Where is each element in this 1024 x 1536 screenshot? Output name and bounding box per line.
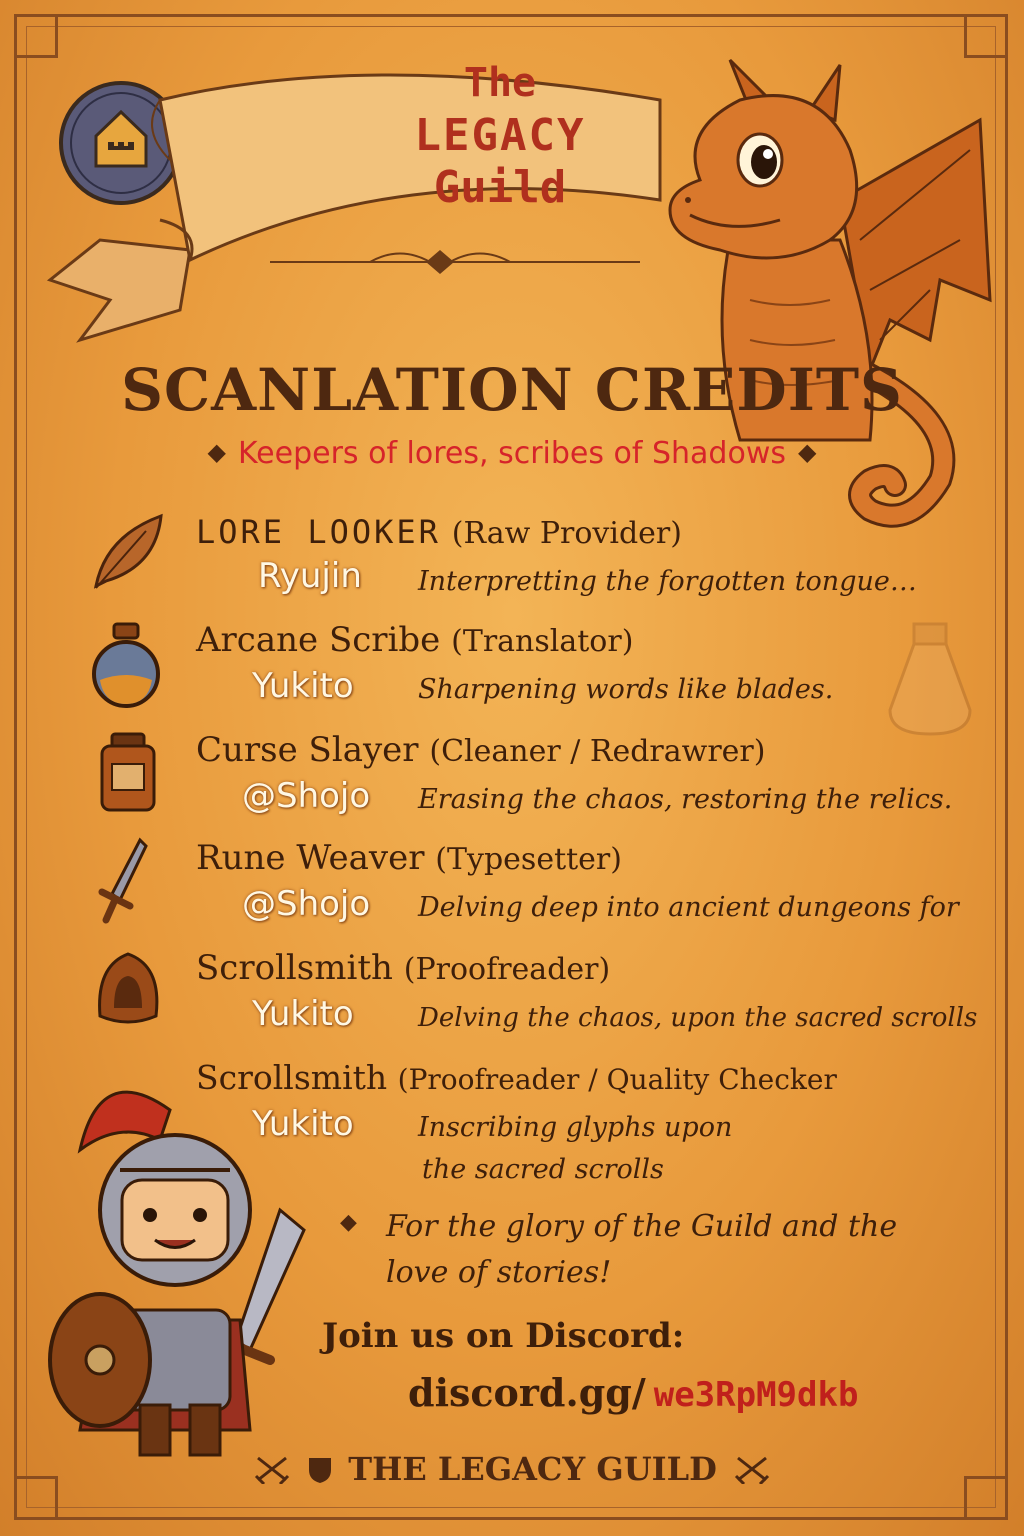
credit-member: Ryujin bbox=[258, 556, 362, 596]
credit-role-type: (Proofreader / Quality Checker bbox=[397, 1063, 837, 1096]
diamond-icon: ◆ bbox=[207, 438, 226, 466]
background-flask-icon bbox=[880, 620, 980, 740]
credit-role-arcane-scribe bbox=[196, 620, 633, 660]
title-banner bbox=[40, 40, 700, 350]
credit-title: Arcane Scribe bbox=[196, 620, 441, 660]
sword-icon bbox=[96, 836, 156, 926]
crossed-swords-icon bbox=[254, 1454, 290, 1484]
logo-line-the: The bbox=[463, 60, 537, 106]
credit-description: Sharpening words like blades. bbox=[418, 674, 834, 705]
credit-title: Curse Slayer bbox=[196, 730, 419, 770]
discord-link-prefix: discord.gg/ bbox=[408, 1370, 646, 1415]
credit-role-type: (Cleaner / Redrawrer) bbox=[429, 734, 766, 769]
page-title: SCANLATION CREDITS bbox=[121, 356, 903, 424]
closing-message bbox=[386, 1204, 897, 1296]
diamond-icon: ◆ bbox=[797, 438, 817, 466]
logo-line-guild: Guild bbox=[433, 162, 567, 213]
credit-role-type: (Proofreader) bbox=[403, 952, 611, 987]
discord-label: Join us on Discord: bbox=[322, 1316, 685, 1356]
discord-invite-code: we3RpM9dkb bbox=[653, 1375, 859, 1415]
credit-role-type: (Typesetter) bbox=[435, 842, 622, 877]
credit-member: @Shojo bbox=[242, 884, 371, 924]
credit-role-lore-looker bbox=[196, 512, 682, 552]
hood-icon bbox=[90, 946, 166, 1030]
credit-role-scrollsmith-qc bbox=[196, 1058, 837, 1097]
credit-role-type: (Raw Provider) bbox=[451, 516, 682, 551]
credit-description: Interpretting the forgotten tongue… bbox=[418, 566, 917, 597]
diamond-icon: ◆ bbox=[340, 1210, 357, 1235]
credit-member: Yukito bbox=[252, 994, 354, 1034]
crossed-swords-icon bbox=[734, 1454, 770, 1484]
credit-title: LORE LOOKER bbox=[196, 513, 441, 551]
feather-icon bbox=[86, 506, 170, 596]
dragon-mascot-icon bbox=[640, 40, 1010, 560]
credit-role-curse-slayer bbox=[196, 730, 765, 770]
credit-description-line: the sacred scrolls bbox=[422, 1154, 664, 1185]
credit-role-type: (Translator) bbox=[451, 624, 634, 659]
subtitle-text: Keepers of lores, scribes of Shadows bbox=[238, 436, 786, 471]
footer bbox=[0, 1450, 1024, 1488]
credit-description-line: Inscribing glyphs upon bbox=[418, 1112, 733, 1143]
logo-line-legacy: LEGACY bbox=[414, 110, 586, 161]
credit-role-rune-weaver bbox=[196, 838, 622, 878]
subtitle bbox=[0, 436, 1024, 471]
discord-link[interactable] bbox=[408, 1370, 858, 1415]
credit-role-scrollsmith bbox=[196, 948, 610, 988]
credit-title: Scrollsmith bbox=[196, 1058, 388, 1097]
credit-description: Erasing the chaos, restoring the relics. bbox=[418, 784, 953, 815]
shield-icon bbox=[305, 1454, 335, 1484]
credit-description: Delving deep into ancient dungeons for bbox=[418, 892, 959, 923]
footer-text: THE LEGACY GUILD bbox=[348, 1450, 717, 1488]
closing-line: For the glory of the Guild and the bbox=[386, 1209, 898, 1244]
credit-member: Yukito bbox=[252, 666, 354, 706]
credit-member: Yukito bbox=[252, 1104, 354, 1144]
jar-icon bbox=[96, 730, 160, 814]
credit-member: @Shojo bbox=[242, 776, 371, 816]
closing-line: love of stories! bbox=[386, 1255, 612, 1290]
credit-description: Delving the chaos, upon the sacred scrolls bbox=[418, 1003, 978, 1033]
credit-title: Rune Weaver bbox=[196, 838, 425, 878]
credit-title: Scrollsmith bbox=[196, 948, 393, 988]
potion-icon bbox=[88, 620, 164, 710]
